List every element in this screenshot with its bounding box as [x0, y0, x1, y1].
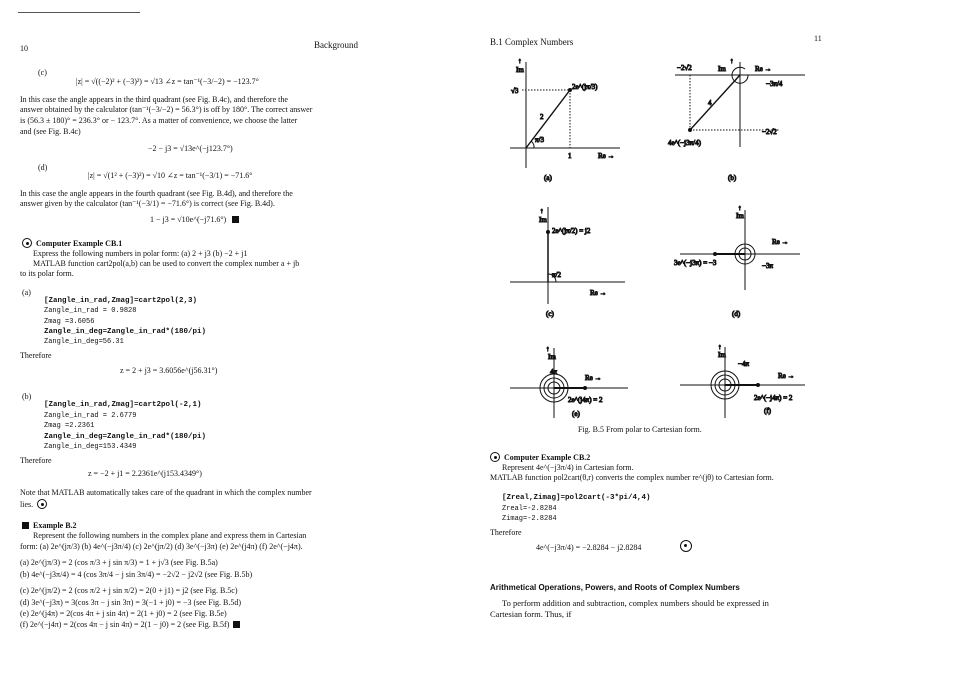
computer-example-end-icon: [37, 499, 47, 509]
exb2-heading: [22, 521, 77, 530]
exb2-line: (a) 2e^(jπ/3) = 2 (cos π/3 + j sin π/3) = 1 + j√3 (see Fig. B.5a): [20, 558, 218, 567]
computer-example-icon: [22, 238, 32, 248]
cb2-result: 4e^(−j3π/4) = −2.8284 − j2.8284: [536, 543, 642, 552]
example-square-icon: [22, 522, 29, 529]
cb1-title: Computer Example CB.1: [36, 239, 123, 248]
value-label-c: 2e^(jπ/2) = j2: [552, 227, 591, 235]
subfig-label-e: (e): [572, 410, 580, 418]
im-up-arrow: ↑: [518, 57, 522, 65]
exb2-line: (d) 3e^(−j3π) = 3(cos 3π − j sin 3π) = 3(−1 + j0) = −3 (see Fig. B.5d): [20, 598, 242, 607]
cb1-note-2-text: lies.: [20, 500, 34, 509]
cb1-result-b: z = −2 + j1 = 2.2361e^(j153.4349°): [88, 469, 202, 478]
code-line: Zangle_in_deg=153.4349: [44, 443, 137, 451]
exb2-line: (e) 2e^(j4π) = 2(cos 4π + j sin 4π) = 2(1 + j0) = 2 (see Fig. B.5e): [20, 609, 227, 618]
im-axis-label: Im: [736, 212, 744, 220]
angle-label-c: π/2: [552, 271, 561, 279]
im-axis-label: Im: [539, 216, 547, 224]
cb1-desc-2: MATLAB function cart2pol(a,b) can be used to convert the complex number a + jb: [33, 259, 300, 268]
cb2-title: Computer Example CB.2: [504, 453, 591, 462]
part-c-text-3: is (56.3 ± 180)° = 236.3° or − 123.7°. As a matter of convenience, we choose the latter: [20, 116, 298, 125]
im-up-arrow: ↑: [540, 207, 544, 215]
cb2-end: [680, 540, 692, 552]
code-line: Zangle_in_rad = 0.9828: [44, 307, 137, 315]
part-d-equation: |z| = √(1² + (−3)²) = √10 ∠z = tan⁻¹(−3/1) = −71.6°: [88, 171, 253, 180]
subfig-f: [680, 343, 805, 418]
part-c-text-2: answer obtained by the calculator (tan⁻¹(−3/−2) = 56.3°) is off by 180°. The correct answer: [20, 105, 313, 114]
computer-example-end-icon: [680, 540, 692, 552]
value-label-d: 3e^(−j3π) = −3: [674, 259, 717, 267]
re-axis-label: Re →: [598, 152, 615, 160]
code-line: [Zangle_in_rad,Zmag]=cart2pol(-2,1): [44, 401, 202, 409]
page-number-left: 10: [20, 44, 28, 53]
cb1-desc: Express the following numbers in polar form: (a) 2 + j3 (b) −2 + j1: [33, 249, 248, 258]
running-header-left: Background: [314, 40, 358, 50]
value-label-b: 4e^(−j3π/4): [668, 139, 701, 147]
mag-label-a: 2: [540, 113, 544, 121]
end-of-example-square: [232, 216, 239, 223]
end-of-example-square: [233, 621, 240, 628]
cb1-note-1: Note that MATLAB automatically takes care of the quadrant in which the complex number: [20, 488, 312, 497]
code-line: Zreal=-2.8284: [502, 505, 557, 513]
therefore-b: Therefore: [20, 456, 52, 465]
top-rule: [18, 12, 140, 13]
exb2-line-text: (f) 2e^(−j4π) = 2(cos 4π − j sin 4π) = 2(1 − j0) = 2 (see Fig. B.5f): [20, 620, 230, 629]
part-d-result: [150, 215, 239, 224]
subfig-label-f: (f): [764, 407, 771, 415]
im-up-arrow: ↑: [546, 345, 550, 353]
angle-label-a: π/3: [535, 136, 544, 144]
subfig-d: [674, 204, 800, 318]
cb1-desc-3: to its polar form.: [20, 269, 74, 278]
exb2-line-last: [20, 620, 240, 629]
sqrt3-label: √3: [511, 87, 519, 95]
im-axis-label: Im: [718, 65, 726, 73]
section-heading: Arithmetical Operations, Powers, and Roots of Complex Numbers: [490, 583, 740, 592]
cb2-heading: [490, 452, 590, 462]
mag-label-b: 4: [708, 99, 712, 107]
part-d-label: (d): [38, 163, 48, 172]
part-c-label: (c): [38, 68, 47, 77]
value-label-a: 2e^(jπ/3): [572, 83, 598, 91]
section-text-2: Cartesian form. Thus, if: [490, 609, 572, 619]
im-up-arrow: ↑: [738, 204, 742, 212]
code-line: Zangle_in_rad = 2.6779: [44, 412, 137, 420]
subfig-label-c: (c): [546, 310, 554, 318]
im-up-arrow: ↑: [730, 57, 734, 65]
re-axis-label: Re →: [590, 289, 607, 297]
part-d-result-text: 1 − j3 = √10e^(−j71.6°): [150, 215, 227, 224]
im-up-arrow: ↑: [718, 343, 722, 351]
im-axis-label: Im: [516, 66, 524, 74]
subfig-label-d: (d): [732, 310, 741, 318]
running-header-right: B.1 Complex Numbers: [490, 37, 574, 47]
im-axis-label: Im: [548, 353, 556, 361]
right-page: [490, 0, 980, 691]
subfig-e: [510, 345, 628, 418]
subfig-c: [510, 207, 625, 318]
code-line: Zangle_in_deg=Zangle_in_rad*(180/pi): [44, 328, 207, 336]
angle-label-e: 4π: [550, 368, 558, 376]
subfig-b: [668, 57, 805, 182]
code-line: Zangle_in_deg=Zangle_in_rad*(180/pi): [44, 433, 207, 441]
computer-example-icon: [490, 452, 500, 462]
code-line: [Zreal,Zimag]=pol2cart(-3*pi/4,4): [502, 494, 651, 502]
part-c-text-4: and (see Fig. B.4c): [20, 127, 81, 136]
cb2-desc: Represent 4e^(−j3π/4) in Cartesian form.: [502, 463, 634, 472]
cb1-note-2: [20, 499, 47, 509]
code-line: Zmag =2.2361: [44, 422, 95, 430]
part-c-result: −2 − j3 = √13e^(−j123.7°): [148, 144, 233, 153]
part-d-text-2: answer given by the calculator (tan⁻¹(−3/1) = −71.6°) is correct (see Fig. B.4d).: [20, 199, 275, 208]
therefore-a: Therefore: [20, 351, 52, 360]
cb1-a-label: (a): [22, 288, 31, 297]
code-line: Zimag=-2.8284: [502, 515, 557, 523]
figure-b5: [510, 52, 860, 432]
subfig-label-b: (b): [728, 174, 737, 182]
cb1-result-a: z = 2 + j3 = 3.6056e^(j56.31°): [120, 366, 218, 375]
figure-caption: Fig. B.5 From polar to Cartesian form.: [578, 425, 702, 434]
re-axis-label: Re →: [585, 374, 602, 382]
exb2-desc: Represent the following numbers in the complex plane and express them in Cartesian: [33, 531, 307, 540]
exb2-desc-2: form: (a) 2e^(jπ/3) (b) 4e^(−j3π/4) (c) 2e^(jπ/2) (d) 3e^(−j3π) (e) 2e^(j4π) (f) 2e^(−j4π).: [20, 542, 303, 551]
exb2-title: Example B.2: [33, 521, 77, 530]
subfig-a: [510, 57, 620, 182]
re-axis-label: Re →: [772, 238, 789, 246]
angle-label-f: −4π: [738, 360, 749, 368]
re-axis-label: Re →: [755, 65, 772, 73]
cb1-b-label: (b): [22, 392, 32, 401]
cb2-desc-2: MATLAB function pol2cart(θ,r) converts the complex number re^(jθ) to Cartesian form.: [490, 473, 774, 482]
value-label-f: 2e^(−j4π) = 2: [754, 394, 793, 402]
angle-label-b: −3π/4: [766, 80, 783, 88]
subfig-label-a: (a): [544, 174, 552, 182]
y-coord-label-b: −2√2: [762, 128, 777, 136]
part-c-equation: |z| = √((−2)² + (−3)²) = √13 ∠z = tan⁻¹(−3/−2) = −123.7°: [76, 77, 259, 86]
page-number-right: 11: [814, 34, 822, 43]
im-axis-label: Im: [718, 351, 726, 359]
code-line: Zmag =3.6056: [44, 318, 95, 326]
re-axis-label: Re →: [778, 372, 795, 380]
value-label-e: 2e^(j4π) = 2: [568, 396, 603, 404]
cb1-heading: [22, 238, 122, 248]
exb2-line: (c) 2e^(jπ/2) = 2 (cos π/2 + j sin π/2) = 2(0 + j1) = j2 (see Fig. B.5c): [20, 586, 238, 595]
part-c-text-1: In this case the angle appears in the third quadrant (see Fig. B.4c), and therefore the: [20, 95, 288, 104]
section-text-1: To perform addition and subtraction, complex numbers should be expressed in: [502, 598, 769, 608]
angle-label-d: −3π: [762, 262, 773, 270]
cb2-therefore: Therefore: [490, 528, 522, 537]
part-d-text-1: In this case the angle appears in the fourth quadrant (see Fig. B.4d), and therefore the: [20, 189, 293, 198]
x-coord-label-b: −2√2: [677, 64, 692, 72]
code-line: Zangle_in_deg=56.31: [44, 338, 124, 346]
exb2-line: (b) 4e^(−j3π/4) = 4 (cos 3π/4 − j sin 3π/4) = −2√2 − j2√2 (see Fig. B.5b): [20, 570, 253, 579]
one-label: 1: [568, 152, 572, 160]
code-line: [Zangle_in_rad,Zmag]=cart2pol(2,3): [44, 297, 198, 305]
